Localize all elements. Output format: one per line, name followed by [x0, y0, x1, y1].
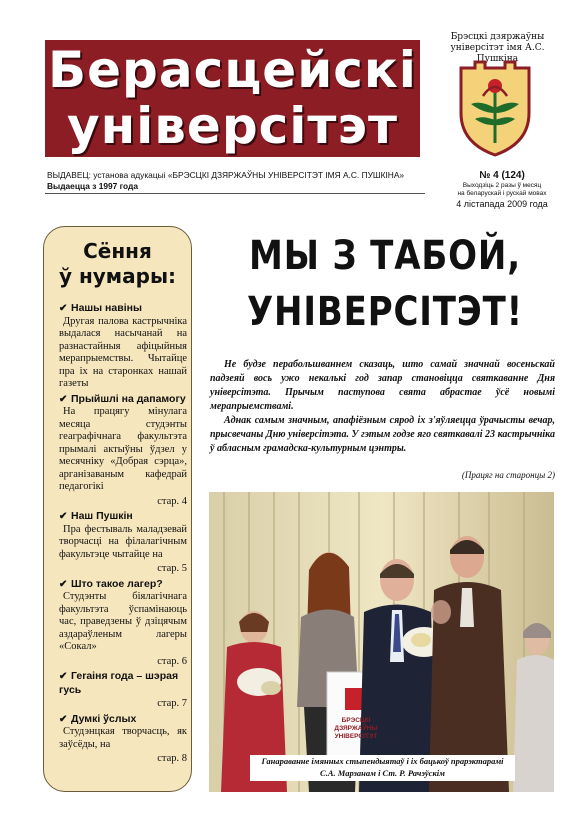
sidebar-item-page: стар. 7 [157, 698, 187, 709]
headline-line1: МЫ З ТАБОЙ, [249, 233, 521, 279]
check-icon: ✔ [59, 578, 68, 590]
issue-frequency: Выходзіць 2 разы ў месяц [462, 182, 542, 189]
issue-date: 4 лістапада 2009 года [456, 199, 548, 209]
main-headline [228, 228, 543, 340]
sidebar-item-title: Што такое лагер? [71, 577, 163, 590]
sidebar-item-text: Студэнцкая творчасць, як заўсёды, на [59, 726, 187, 750]
photo-caption [250, 755, 515, 781]
check-icon: ✔ [59, 511, 68, 522]
sidebar-item[interactable] [59, 393, 187, 509]
sidebar-item-text: Другая палова кастрычніка выдалася насычанай на разнастайныя афіцыйныя мерапрыемствы. Чытайце пра іх на старонках нашай газеты [59, 315, 187, 389]
sidebar-item-title: Прыйшлі на дапамогу [71, 392, 186, 405]
sidebar-item-page: стар. 5 [157, 563, 187, 574]
masthead-title-line2: універсітэт [67, 97, 398, 155]
university-name-line2: універсітэт імя А.С. Пушкіна [450, 43, 545, 64]
sidebar-item-title: Наш Пушкін [71, 510, 133, 522]
sidebar-item-title: Думкі ўслых [71, 712, 137, 725]
masthead-title-line1: Берасцейскі [48, 41, 417, 99]
continued-note[interactable]: (Працяг на старонцы 2) [461, 470, 555, 480]
sidebar-item-text: На працягу мінулага месяца студэнты геаграфічнага факультэта прымалі актыўны ўдзел у месячніку «Добрая сэрца», арганізаваным кафедрай педагогікі [59, 406, 187, 492]
sidebar-list [59, 302, 187, 768]
caption-line2: С.А. Марзанам і Ст. Р. Рачэўскім [320, 768, 445, 778]
published-since: Выдаецца з 1997 года [47, 181, 139, 191]
university-emblem-icon [455, 58, 535, 158]
issue-number: № 4 (124) [479, 170, 525, 181]
issue-info [432, 170, 572, 210]
sidebar-item-page: стар. 6 [157, 655, 187, 667]
sidebar-item[interactable] [59, 578, 187, 669]
sidebar-item-text: Студэнты біялагічнага факультэта ўспамінаюць час, праведзены ў дзіцячым аздараўленым лагеры «Сокал» [59, 591, 187, 652]
divider [45, 193, 425, 194]
university-name-line1: Брэсцкі дзяржаўны [450, 32, 545, 42]
sidebar-item[interactable] [59, 670, 187, 711]
publisher-info [47, 170, 427, 192]
caption-line1: Ганараванне імянных стыпендыятаў і іх бацькоў прарэктарамі [261, 756, 504, 766]
sidebar-item-page: стар. 4 [157, 495, 187, 507]
sidebar-item-page: стар. 8 [157, 753, 187, 764]
masthead [45, 40, 420, 157]
bag-text-line3: УНІВЕРСІТЭТ [334, 733, 378, 740]
bag-text-line1: БРЭСЦКІ [341, 717, 371, 724]
check-icon: ✔ [59, 713, 68, 725]
sidebar-item-title: Геraіня года – шэрая гусь [59, 670, 179, 696]
sidebar-item-title: Нашы навіны [71, 302, 142, 314]
check-icon: ✔ [59, 303, 68, 314]
in-this-issue-sidebar [43, 226, 192, 792]
sidebar-item[interactable] [59, 510, 187, 576]
headline-line2: УНІВЕРСІТЭТ! [246, 289, 524, 335]
check-icon: ✔ [59, 393, 68, 405]
sidebar-title [44, 239, 191, 289]
bag-text-line2: ДЗЯРЖАЎНЫ [334, 725, 378, 732]
publisher-line: ВЫДАВЕЦ: установа адукацыі «БРЭСЦКІ ДЗЯРЖАЎНЫ УНІВЕРСІТЭТ ІМЯ А.С. ПУШКІНА» [47, 170, 405, 180]
sidebar-title-line2: ў нумары: [58, 264, 177, 288]
lead-paragraph-1: Не будзе перабольшваннем сказаць, што самай значнай восеньскай падзеяй вось ужо некалькі год запар становіцца святкаванне Дня універсітэта. Прычым паступова свята абрастае ўсё новымі мерапрыемствамі. [210, 359, 555, 412]
event-photo [209, 492, 554, 792]
lead-paragraph-2: Аднак самым значным, апафіёзным сярод іх з'яўляецца ўрачысты вечар, прысвечаны Дню універсітэта. У гэтым годзе яго святкавалі 23 кастрычніка ў абласным грамадска-культурным цэнтры. [210, 415, 555, 454]
sidebar-title-line1: Сёння [83, 239, 152, 263]
issue-languages: на беларускай і рускай мовах [457, 190, 547, 197]
check-icon: ✔ [59, 671, 68, 682]
sidebar-item-text: Пра фестываль маладзевай творчасці на філалагічным факультэце чытайце на [59, 523, 187, 560]
sidebar-item[interactable] [59, 713, 187, 766]
lead-paragraph [210, 358, 555, 456]
sidebar-item[interactable] [59, 302, 187, 391]
